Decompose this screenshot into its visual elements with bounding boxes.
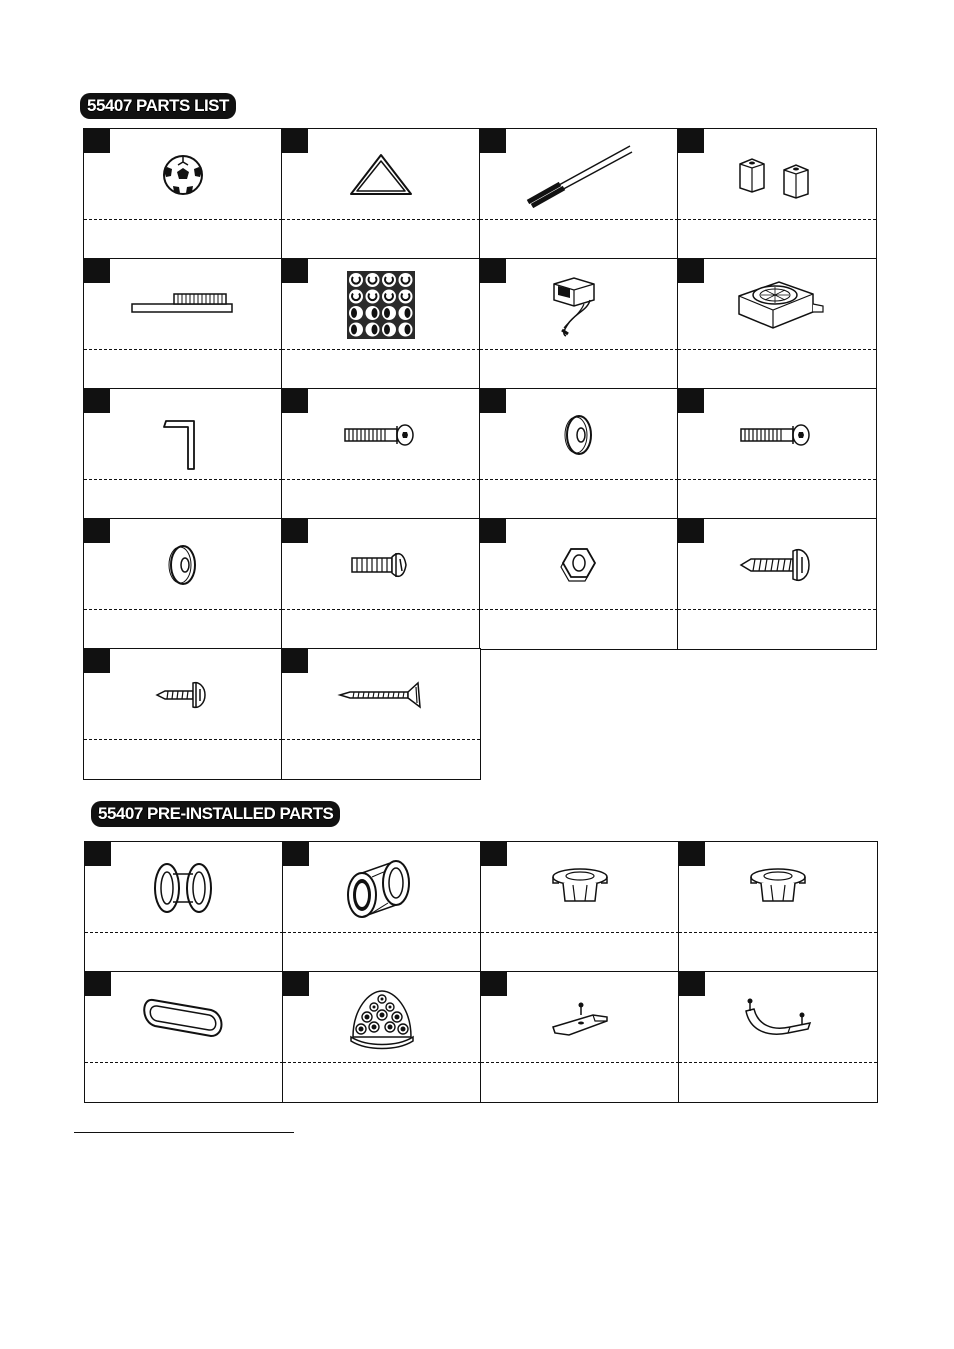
curved-bracket-icon — [679, 976, 877, 1060]
dashed-divider — [84, 479, 282, 480]
dashed-divider — [481, 1062, 679, 1063]
brush-icon — [84, 263, 282, 347]
goal-ring-icon — [283, 846, 481, 930]
dashed-divider — [678, 479, 876, 480]
part-label — [486, 615, 672, 643]
side-cup-icon — [679, 846, 877, 930]
ball-set-icon — [282, 263, 480, 347]
dashed-divider — [282, 609, 480, 610]
dashed-divider — [84, 219, 282, 220]
washer-small-icon — [84, 523, 282, 607]
part-label — [91, 1068, 277, 1096]
preinstalled-cell — [84, 971, 284, 1103]
part-label — [684, 485, 870, 513]
bearing-icon — [85, 846, 283, 930]
dashed-divider — [282, 739, 480, 740]
dashed-divider — [678, 219, 876, 220]
parts-list-cell — [83, 648, 283, 780]
footer-rule — [74, 1132, 294, 1133]
dashed-divider — [85, 1062, 283, 1063]
large-screw-icon — [678, 523, 876, 607]
dashed-divider — [480, 219, 678, 220]
dashed-divider — [282, 219, 480, 220]
wood-screw-icon — [282, 653, 480, 737]
part-label — [288, 355, 474, 383]
part-label — [91, 938, 277, 966]
oval-ring-icon — [85, 976, 283, 1060]
parts-list-cell — [83, 388, 283, 520]
parts-list-cell — [281, 258, 481, 390]
part-label — [487, 938, 673, 966]
parts-list-cell — [479, 258, 679, 390]
parts-list-cell — [83, 258, 283, 390]
parts-list-cell — [479, 128, 679, 260]
dashed-divider — [480, 479, 678, 480]
part-label — [486, 485, 672, 513]
cue-sticks-icon — [480, 133, 678, 217]
bolt-icon — [678, 393, 876, 477]
parts-list-cell — [83, 128, 283, 260]
part-label — [288, 745, 474, 773]
part-label — [90, 745, 276, 773]
parts-list-cell — [281, 648, 481, 780]
part-label — [487, 1068, 673, 1096]
parts-list-cell — [479, 518, 679, 650]
dashed-divider — [678, 609, 876, 610]
dashed-divider — [283, 1062, 481, 1063]
dashed-divider — [282, 349, 480, 350]
parts-list-title: 55407 PARTS LIST — [80, 93, 236, 119]
dashed-divider — [84, 739, 282, 740]
part-label — [90, 485, 276, 513]
parts-list-cell — [83, 518, 283, 650]
part-label — [685, 1068, 871, 1096]
preinstalled-cell — [84, 841, 284, 973]
washer-icon — [480, 393, 678, 477]
part-label — [684, 615, 870, 643]
part-label — [289, 1068, 475, 1096]
preinstalled-cell — [480, 841, 680, 973]
ball-return-icon — [283, 976, 481, 1060]
long-bolt-icon — [282, 393, 480, 477]
part-label — [90, 355, 276, 383]
dashed-divider — [84, 609, 282, 610]
parts-list-cell — [281, 128, 481, 260]
dashed-divider — [480, 349, 678, 350]
preinstalled-cell — [480, 971, 680, 1103]
triangle-rack-icon — [282, 133, 480, 217]
part-label — [288, 615, 474, 643]
chalk-cubes-icon — [678, 133, 876, 217]
parts-list-cell — [281, 388, 481, 520]
battery-box-icon — [480, 263, 678, 347]
dashed-divider — [481, 932, 679, 933]
dashed-divider — [283, 932, 481, 933]
preinstalled-cell — [282, 841, 482, 973]
part-label — [288, 485, 474, 513]
dashed-divider — [679, 932, 877, 933]
part-label — [486, 225, 672, 253]
parts-list-cell — [677, 258, 877, 390]
parts-list-cell — [677, 128, 877, 260]
dashed-divider — [84, 349, 282, 350]
part-label — [685, 938, 871, 966]
part-label — [486, 355, 672, 383]
hex-nut-icon — [480, 523, 678, 607]
short-bolt-icon — [282, 523, 480, 607]
preinstalled-parts-title: 55407 PRE-INSTALLED PARTS — [91, 801, 340, 827]
corner-cup-icon — [481, 846, 679, 930]
preinstalled-cell — [282, 971, 482, 1103]
dashed-divider — [678, 349, 876, 350]
parts-list-cell — [479, 388, 679, 520]
parts-list-cell — [677, 388, 877, 520]
part-label — [288, 225, 474, 253]
bracket-icon — [481, 976, 679, 1060]
preinstalled-cell — [678, 841, 878, 973]
part-label — [289, 938, 475, 966]
dashed-divider — [679, 1062, 877, 1063]
soccer-ball-icon — [84, 133, 282, 217]
part-label — [684, 225, 870, 253]
dashed-divider — [480, 609, 678, 610]
parts-list-cell — [677, 518, 877, 650]
part-label — [90, 225, 276, 253]
part-label — [90, 615, 276, 643]
small-screw-icon — [84, 653, 282, 737]
parts-list-cell — [281, 518, 481, 650]
allen-key-icon — [84, 393, 282, 477]
fan-icon — [678, 263, 876, 347]
preinstalled-cell — [678, 971, 878, 1103]
part-label — [684, 355, 870, 383]
dashed-divider — [282, 479, 480, 480]
dashed-divider — [85, 932, 283, 933]
